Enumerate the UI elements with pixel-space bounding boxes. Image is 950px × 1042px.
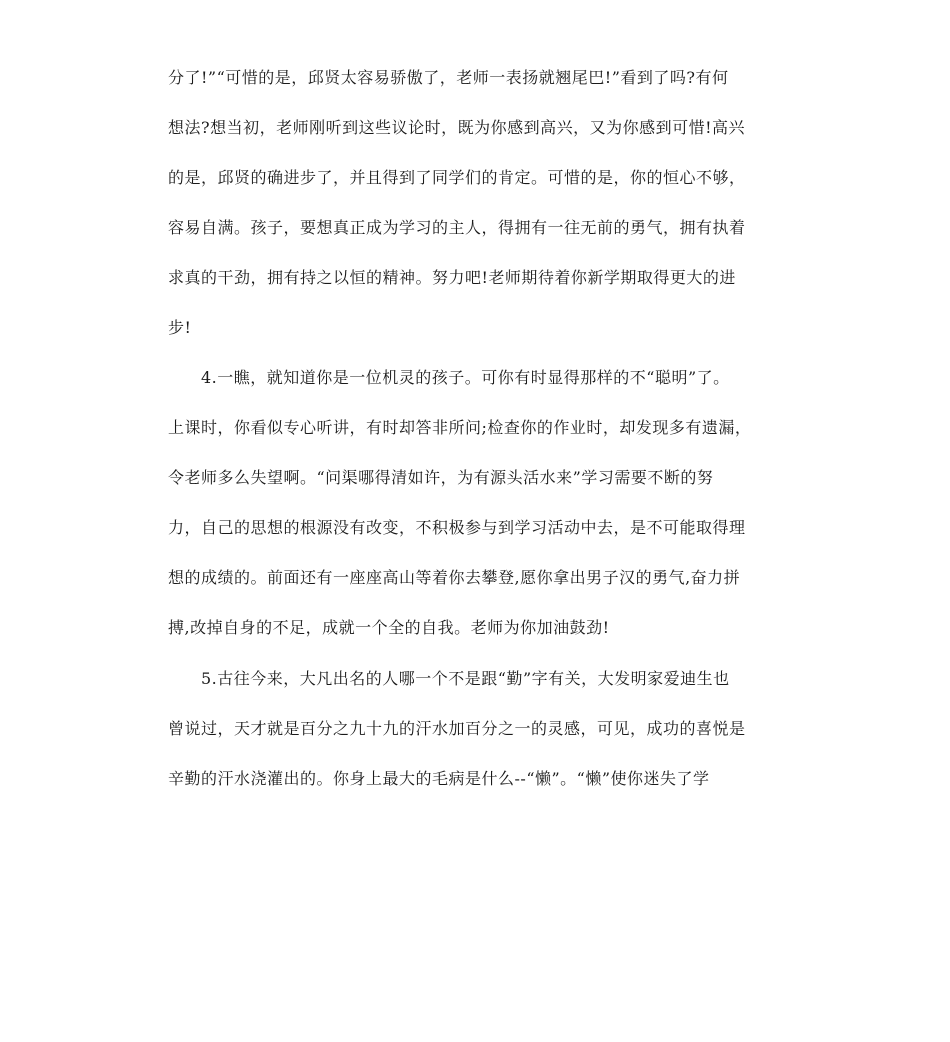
paragraph-line: 容易自满。孩子，要想真正成为学习的主人，得拥有一往无前的勇气，拥有执着 [168,218,746,237]
paragraph-line: 力，自己的思想的根源没有改变，不积极参与到学习活动中去，是不可能取得理 [168,518,746,537]
paragraph-line: 曾说过，天才就是百分之九十九的汗水加百分之一的灵感，可见，成功的喜悦是 [168,719,746,738]
paragraph-line: 求真的干劲，拥有持之以恒的精神。努力吧!老师期待着你新学期取得更大的进 [168,268,736,287]
paragraph-line: 辛勤的汗水浇灌出的。你身上最大的毛病是什么--“懒”。“懒”使你迷失了学 [168,769,710,788]
paragraph-line: 5.古往今来，大凡出名的人哪一个不是跟“勤”字有关，大发明家爱迪生也 [201,669,730,688]
paragraph-line: 想的成绩的。前面还有一座座高山等着你去攀登,愿你拿出男子汉的勇气,奋力拼 [168,568,741,587]
paragraph-line: 搏,改掉自身的不足，成就一个全的自我。老师为你加油鼓劲! [168,618,610,637]
paragraph-line: 4.一瞧，就知道你是一位机灵的孩子。可你有时显得那样的不“聪明”了。 [201,368,730,387]
paragraph-line: 上课时，你看似专心听讲，有时却答非所问;检查你的作业时，却发现多有遗漏， [168,418,752,437]
paragraph-line: 的是，邱贤的确进步了，并且得到了同学们的肯定。可惜的是，你的恒心不够， [168,168,746,187]
paragraph-line: 步! [168,318,192,337]
paragraph-line: 分了!”“可惜的是，邱贤太容易骄傲了，老师一表扬就翘尾巴!”看到了吗?有何 [168,68,729,87]
paragraph-line: 想法?想当初，老师刚听到这些议论时，既为你感到高兴，又为你感到可惜!高兴 [168,118,746,137]
paragraph-line: 令老师多么失望啊。“问渠哪得清如许，为有源头活水来”学习需要不断的努 [168,468,714,487]
